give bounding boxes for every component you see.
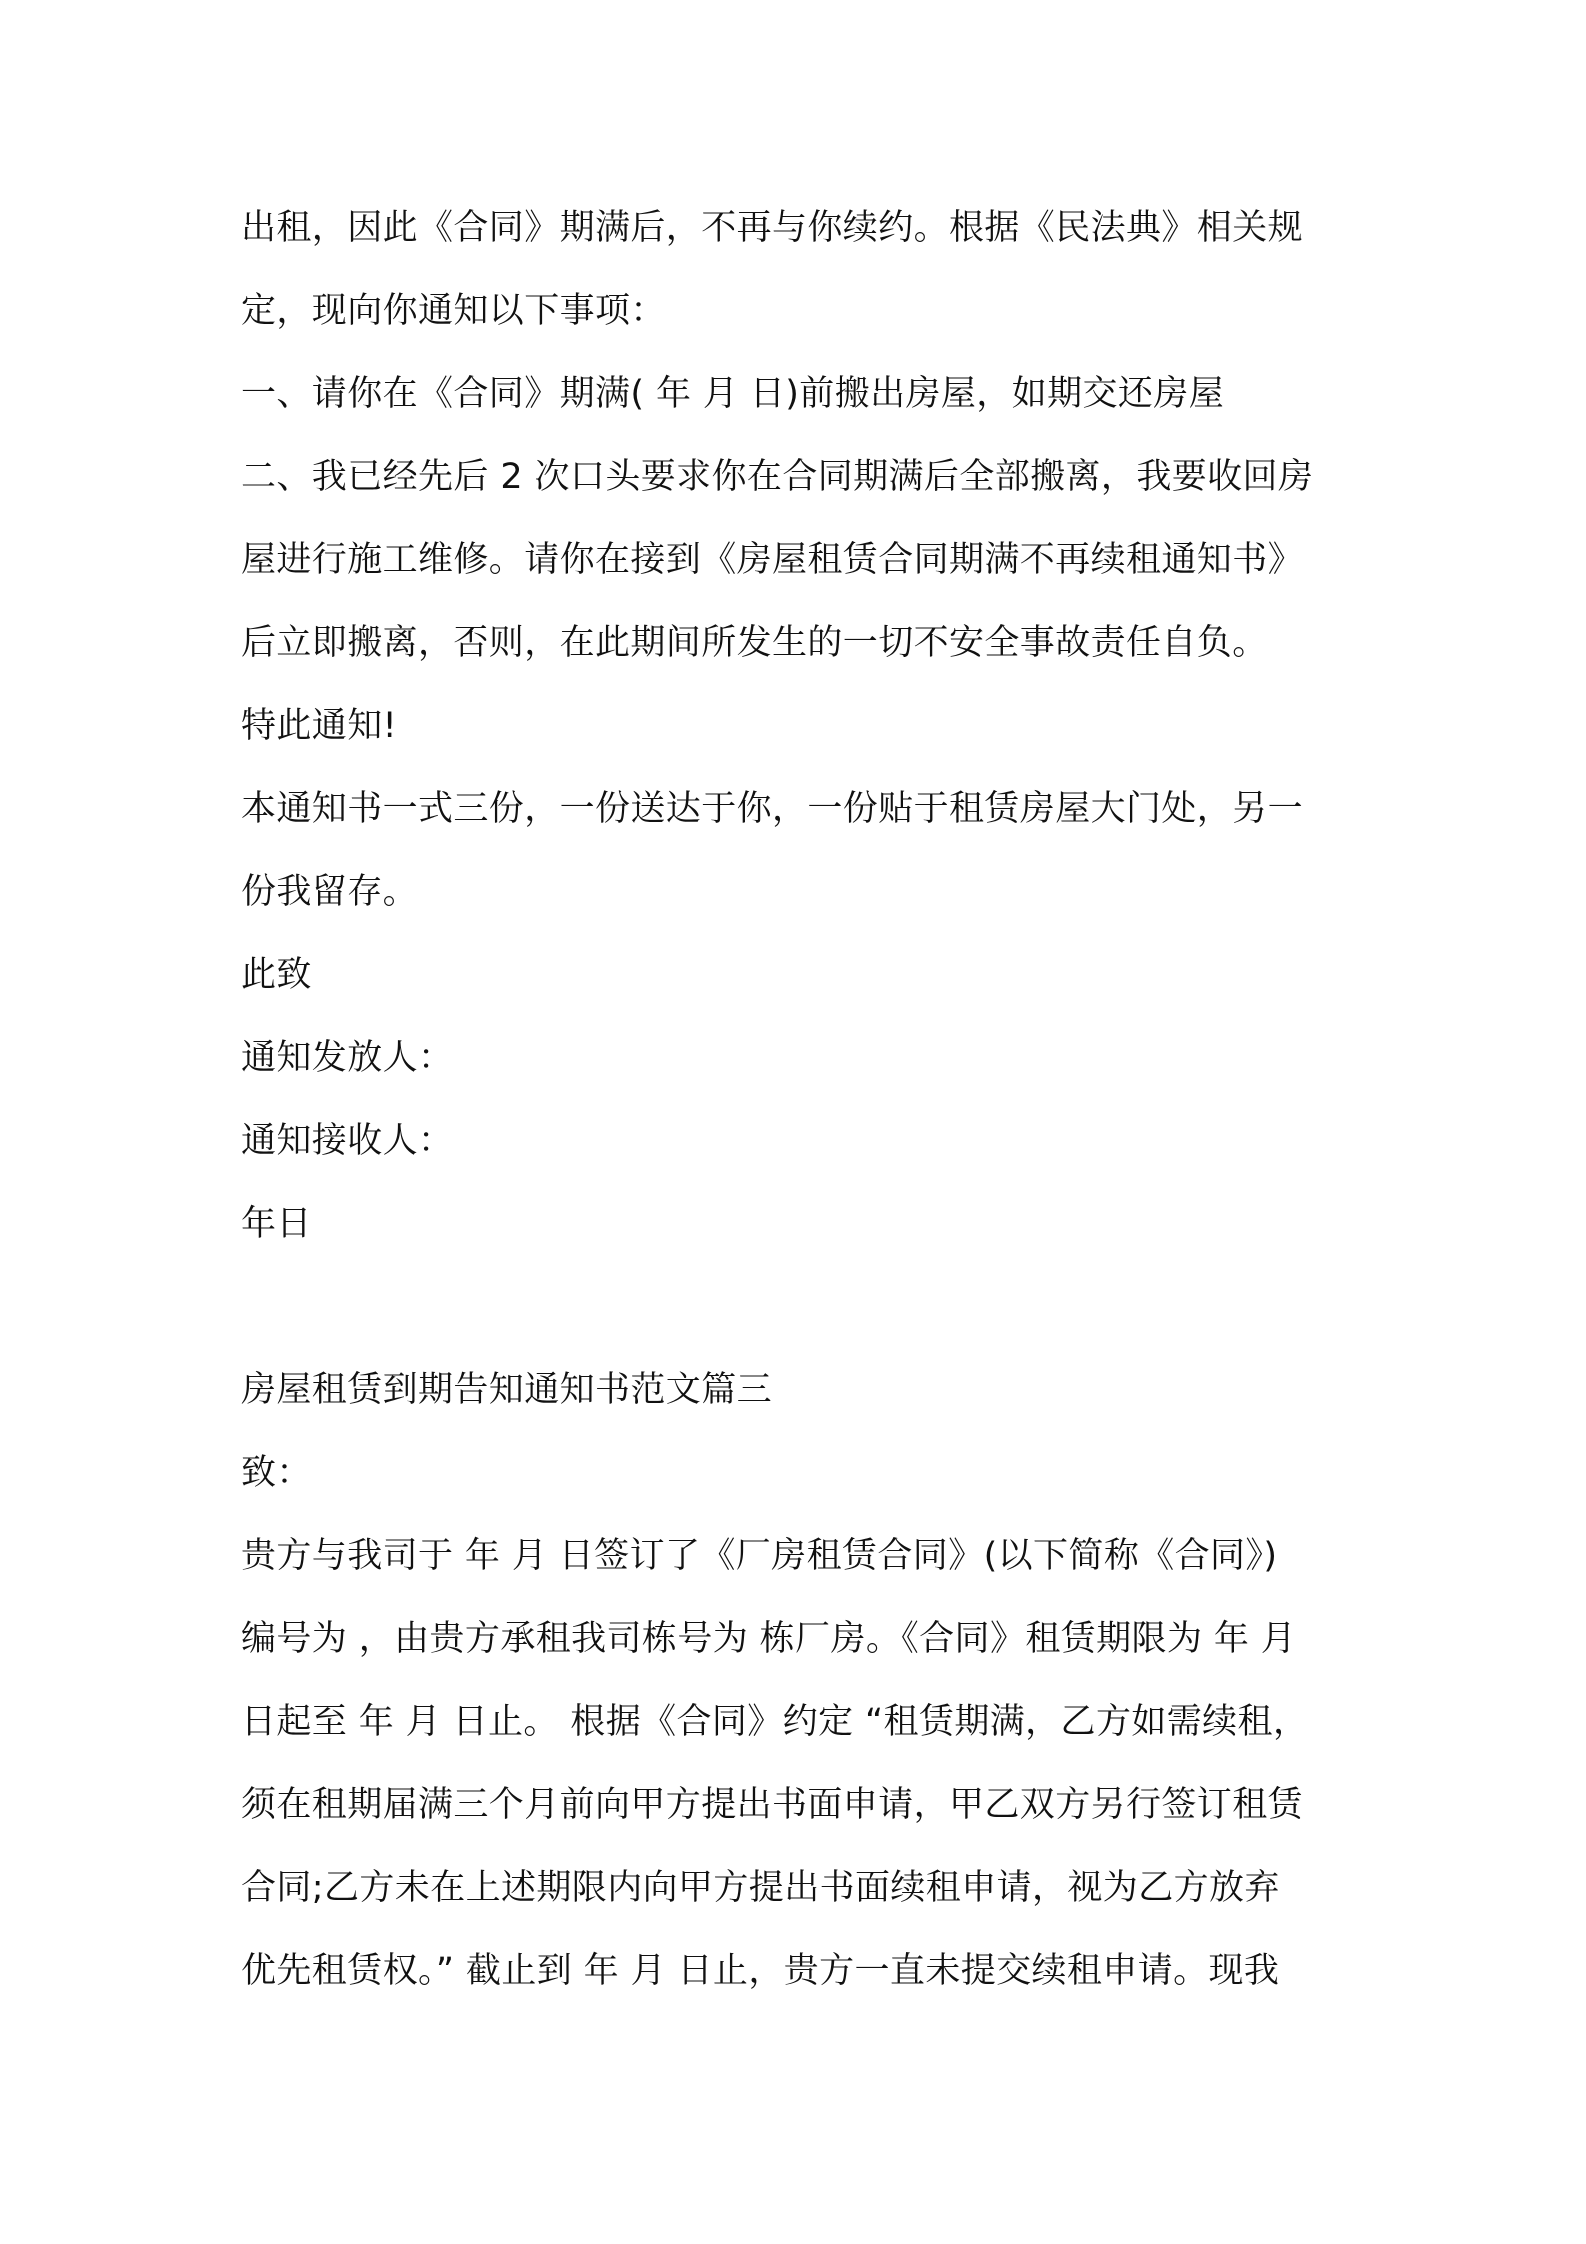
paragraph-line: 后立即搬离，否则，在此期间所发生的一切不安全事故责任自负。 — [241, 623, 1268, 663]
paragraph-line: 二、我已经先后 2 次口头要求你在合同期满后全部搬离，我要收回房 — [241, 457, 1314, 497]
recipient-line: 通知接收人： — [241, 1121, 454, 1161]
section-heading: 房屋租赁到期告知通知书范文篇三 — [241, 1370, 773, 1410]
paragraph-line: 本通知书一式三份，一份送达于你，一份贴于租赁房屋大门处，另一 — [241, 789, 1304, 829]
paragraph-line: 日起至 年 月 日止。 根据《合同》约定 “租赁期满，乙方如需续租， — [241, 1702, 1309, 1742]
paragraph-line: 份我留存。 — [241, 872, 419, 912]
paragraph-line: 编号为 ，由贵方承租我司栋号为 栋厂房。《合同》租赁期限为 年 月 — [241, 1619, 1297, 1659]
date-line: 年日 — [241, 1204, 312, 1244]
paragraph-line: 优先租赁权。” 截止到 年 月 日止，贵方一直未提交续租申请。现我 — [241, 1951, 1280, 1991]
addressee-line: 致： — [241, 1453, 312, 1493]
paragraph-line: 一、请你在《合同》期满( 年 月 日)前搬出房屋，如期交还房屋 — [241, 374, 1225, 414]
paragraph-line: 出租，因此《合同》期满后，不再与你续约。根据《民法典》相关规 — [241, 208, 1304, 248]
issuer-line: 通知发放人： — [241, 1038, 454, 1078]
paragraph-line: 合同;乙方未在上述期限内向甲方提出书面续租申请，视为乙方放弃 — [241, 1868, 1280, 1908]
paragraph-line: 须在租期届满三个月前向甲方提出书面申请，甲乙双方另行签订租赁 — [241, 1785, 1304, 1825]
paragraph-line: 贵方与我司于 年 月 日签订了《厂房租赁合同》(以下简称《合同》) — [241, 1536, 1278, 1576]
paragraph-line: 屋进行施工维修。请你在接到《房屋租赁合同期满不再续租通知书》 — [241, 540, 1304, 580]
paragraph-line: 定，现向你通知以下事项： — [241, 291, 666, 331]
closing-line: 特此通知! — [241, 706, 398, 746]
salutation-line: 此致 — [241, 955, 312, 995]
